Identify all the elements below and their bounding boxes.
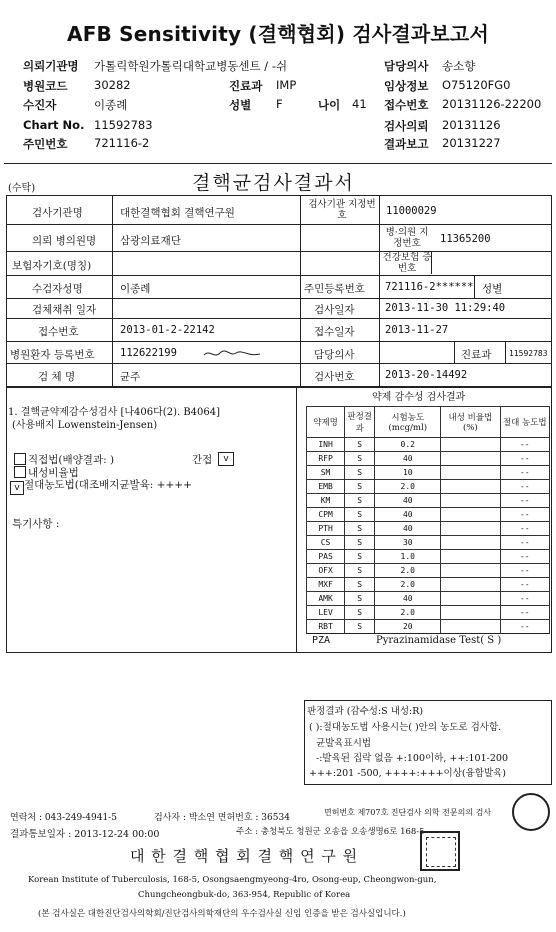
hdr-accession (384, 97, 428, 113)
hdr-label: 주민번호 (23, 137, 68, 151)
hdr-sex (229, 97, 251, 113)
abx-cell: INH (307, 438, 345, 452)
abx-row (307, 536, 550, 550)
abx-cell: S (345, 620, 375, 634)
abx-header: 내성 비율법(%) (441, 407, 500, 438)
abx-cell: S (345, 438, 375, 452)
abx-cell: -- (500, 536, 549, 550)
abx-cell: -- (500, 620, 549, 634)
round-seal-icon (512, 793, 550, 831)
abx-row (307, 508, 550, 522)
abx-cell: 0.2 (375, 438, 441, 452)
abx-cell (441, 536, 500, 550)
pza-label: PZA (312, 635, 331, 646)
rrn-value: 721116-2****** (385, 281, 474, 293)
abx-cell: 40 (375, 452, 441, 466)
abx-cell: -- (500, 494, 549, 508)
hdr-label: 성별 (229, 98, 252, 112)
hdr-doctor-value: 송소향 (442, 59, 476, 73)
hdr-clinical-value: O75120FG0 (442, 78, 511, 92)
abx-cell (441, 466, 500, 480)
dept-label: 진료과 (461, 349, 492, 361)
abx-cell: CPM (307, 508, 345, 522)
recv-label: 접수일자 (314, 326, 355, 338)
report-title: AFB Sensitivity (결핵협회) 검사결과보고서 (67, 22, 489, 46)
lab-code-value: 11000029 (386, 205, 437, 217)
hdr-dept (229, 78, 262, 94)
abx-cell: -- (500, 466, 549, 480)
footer-inspector: 검사자 : 박소연 면허번호 : 36534 (154, 813, 290, 823)
abx-cell (441, 480, 500, 494)
sex-label: 성별 (482, 283, 503, 295)
hdr-label: 병원코드 (23, 79, 68, 93)
recv-value: 2013-11-27 (385, 324, 449, 336)
hdr-hospital-value: 가톨릭학원가톨릭대학교병동센트 / -쉬 (94, 59, 288, 73)
abx-cell: -- (500, 606, 549, 620)
dept-value: 11592783 (509, 349, 548, 358)
abx-cell: S (345, 578, 375, 592)
abx-cell (441, 578, 500, 592)
abx-cell: -- (500, 592, 549, 606)
hdr-sex-value: F (276, 97, 283, 111)
test-line2: (사용배지 Lowenstein-Jensen) (12, 420, 158, 431)
abx-header: 약제명 (307, 407, 345, 438)
abx-row (307, 620, 550, 634)
hdr-patient-value: 이종례 (94, 98, 128, 112)
hdr-dept-value: IMP (276, 78, 297, 92)
specimen-value: 균주 (120, 371, 141, 383)
indirect-checkbox: v (218, 452, 234, 466)
hdr-label: 결과보고 (384, 137, 429, 151)
abx-row (307, 522, 550, 536)
insured-label: 보험자기호(명칭) (12, 260, 92, 272)
hospreg-value: 112622199 (120, 347, 177, 359)
abx-cell: 40 (375, 508, 441, 522)
abx-cell: S (345, 522, 375, 536)
hdr-label: Chart No. (23, 118, 85, 132)
abx-cell (441, 522, 500, 536)
hdr-label: 임상정보 (384, 79, 429, 93)
hdr-report-value: 20131227 (442, 136, 501, 150)
abx-cell: RFP (307, 452, 345, 466)
abx-cell: S (345, 564, 375, 578)
indirect-label: 간접 (192, 454, 213, 466)
abx-cell: PTH (307, 522, 345, 536)
footer-report-date: 결과통보일자 : 2013-12-24 00:00 (10, 829, 160, 840)
testno-value: 2013-20-14492 (385, 369, 468, 381)
abx-cell: MXF (307, 578, 345, 592)
abx-cell: S (345, 592, 375, 606)
patient-label: 수검자성명 (32, 283, 83, 295)
hdr-label: 수진자 (23, 98, 57, 112)
abx-cell: S (345, 480, 375, 494)
test-line1: 1. 결핵균약제감수성검사 [나406다(2). B4064] (8, 407, 221, 418)
rrn-label: 주민등록번호 (304, 283, 365, 295)
abx-cell: -- (500, 452, 549, 466)
scan-tag: (수탁) (8, 183, 36, 194)
abx-cell: 1.0 (375, 550, 441, 564)
abx-cell: S (345, 494, 375, 508)
hdr-age (318, 97, 340, 113)
direct-checkbox (14, 453, 26, 465)
pza-value: Pyrazinamidase Test( S ) (376, 635, 502, 646)
abx-cell: -- (500, 578, 549, 592)
footer-org-en2: Chungcheongbuk-do, 363-954, Republic of Korea (138, 890, 351, 900)
abx-cell: 40 (375, 494, 441, 508)
hdr-hospital (23, 58, 79, 74)
abx-cell: 2.0 (375, 578, 441, 592)
abx-row (307, 578, 550, 592)
acc-value: 2013-01-2-22142 (120, 324, 215, 336)
hosp-value: 삼광의료재단 (120, 235, 181, 247)
abx-cell: -- (500, 564, 549, 578)
method-absolute: 절대농도법(대조배지균발육: ++++ (24, 479, 192, 491)
abx-row (307, 564, 550, 578)
abx-title: 약제 감수성 검사결과 (372, 392, 466, 403)
abx-row (307, 606, 550, 620)
abx-cell: LEV (307, 606, 345, 620)
lab-value: 대한결핵협회 결핵연구원 (120, 207, 235, 219)
hdr-age-value: 41 (352, 97, 367, 111)
method-direct: 직접법(배양결과: ) (28, 454, 115, 466)
abx-row (307, 550, 550, 564)
abx-cell: KM (307, 494, 345, 508)
doctor-label: 담당의사 (314, 349, 355, 361)
abx-row (307, 592, 550, 606)
abx-cell: OFX (307, 564, 345, 578)
footer-org-en1: Korean Institute of Tuberculosis, 168-5, Osongsaengmyeong-4ro, Osong-eup, Cheongwon-gun, (28, 875, 437, 885)
abx-cell: 20 (375, 620, 441, 634)
abx-cell: EMB (307, 480, 345, 494)
abx-cell (441, 564, 500, 578)
footer-contact: 연락처 : 043-249-4941-5 (10, 813, 117, 823)
footer-org-kr: 대 한 결 핵 협 회 결 핵 연 구 원 (130, 847, 359, 865)
hdr-report (384, 136, 428, 152)
abx-cell: SM (307, 466, 345, 480)
abx-cell: -- (500, 550, 549, 564)
legend-4: -:발육된 집락 없음 +:100이하, ++:101-200 (316, 753, 508, 764)
legend-3: 균발육표시법 (316, 738, 372, 749)
abx-header: 판정결과 (345, 407, 375, 438)
hosp-code-label: 병·의원 지정번호 (385, 227, 429, 249)
testdate-value: 2013-11-30 11:29:40 (385, 302, 506, 314)
abx-cell: CS (307, 536, 345, 550)
square-seal-icon (420, 831, 460, 871)
scanned-report (4, 163, 552, 928)
hdr-patient (23, 97, 56, 113)
testdate-label: 검사일자 (314, 304, 355, 316)
hdr-rrn-value: 721116-2 (94, 136, 150, 150)
hdr-chart-value: 11592783 (94, 118, 153, 132)
abx-cell: S (345, 606, 375, 620)
abx-cell (441, 606, 500, 620)
abx-cell: -- (500, 522, 549, 536)
abx-cell: 40 (375, 592, 441, 606)
abx-cell: AMK (307, 592, 345, 606)
abx-row (307, 480, 550, 494)
abx-cell (441, 620, 500, 634)
hdr-label: 검사의뢰 (384, 119, 429, 133)
hdr-code-value: 30282 (94, 78, 131, 92)
patient-value: 이종례 (120, 283, 151, 295)
abx-cell (441, 550, 500, 564)
footer-address: 주소 : 충청북도 청원군 오송읍 오송생명6로 168-5 (236, 827, 425, 837)
abx-cell: S (345, 508, 375, 522)
abx-cell: PAS (307, 550, 345, 564)
abx-row (307, 466, 550, 480)
abx-cell: S (345, 536, 375, 550)
abx-cell: 2.0 (375, 480, 441, 494)
hosp-label: 의뢰 병의원명 (32, 235, 97, 247)
hdr-code (23, 78, 67, 94)
health-label: 건강보험 증번호 (382, 252, 432, 274)
abx-header: 시험농도 (mcg/ml) (375, 407, 441, 438)
abx-cell: S (345, 466, 375, 480)
footer-license: 면허번호 제707호 진단검사 의학 전문의의 검사 (324, 808, 492, 817)
abx-cell: -- (500, 508, 549, 522)
absolute-checkbox: v (10, 481, 24, 495)
hdr-request (384, 118, 428, 134)
abx-cell (441, 438, 500, 452)
notes-label: 특기사항 : (12, 518, 60, 530)
hosp-code-value: 11365200 (440, 233, 491, 245)
hdr-accession-value: 20131126-22200 (442, 97, 542, 111)
abx-cell (441, 508, 500, 522)
testno-label: 검사번호 (314, 371, 355, 383)
collect-label: 검체채취 일자 (32, 304, 97, 316)
acc-label: 접수번호 (38, 326, 79, 338)
abx-row (307, 452, 550, 466)
abx-row (307, 494, 550, 508)
hdr-label: 의뢰기관명 (23, 59, 79, 73)
hdr-rrn (23, 136, 67, 152)
hdr-label: 진료과 (229, 79, 263, 93)
abx-cell: S (345, 452, 375, 466)
lab-code-label: 검사기관 지정번호 (308, 199, 376, 221)
hdr-doctor (384, 58, 428, 74)
legend-2: ( ):절대농도법 사용시는( )안의 농도로 검사함. (309, 722, 502, 733)
scan-title: 결핵균검사결과서 (192, 172, 355, 194)
abx-header: 절대 농도법 (500, 407, 549, 438)
abx-cell: -- (500, 480, 549, 494)
abx-cell (441, 452, 500, 466)
abx-cell: S (345, 550, 375, 564)
legend-1: 판정결과 (감수성:S 내성:R) (307, 706, 424, 717)
hospreg-label: 병원환자 등록번호 (10, 349, 95, 361)
abx-cell: 10 (375, 466, 441, 480)
hdr-label: 접수번호 (384, 98, 429, 112)
signature-scribble (202, 347, 262, 361)
abx-table (306, 406, 550, 634)
abx-cell: 2.0 (375, 606, 441, 620)
hdr-clinical (384, 78, 428, 94)
abx-row (307, 438, 550, 452)
hdr-label: 나이 (318, 98, 341, 112)
abx-cell: 2.0 (375, 564, 441, 578)
abx-cell (441, 494, 500, 508)
specimen-label: 검 체 명 (38, 371, 76, 383)
method-ratio: 내성비율법 (28, 467, 79, 479)
abx-cell: 30 (375, 536, 441, 550)
abx-cell: RBT (307, 620, 345, 634)
abx-cell: 40 (375, 522, 441, 536)
lab-label: 검사기관명 (32, 207, 83, 219)
abx-cell: -- (500, 438, 549, 452)
footer-note: (본 검사실은 대한진단검사의학회/진단검사의학재단의 우수검사실 신임 인증을 받은 검사실입니다.) (38, 909, 406, 919)
hdr-request-value: 20131126 (442, 118, 501, 132)
legend-5: +++:201 -500, ++++:+++이상(융합발육) (309, 768, 507, 779)
abx-cell (441, 592, 500, 606)
hdr-chart (23, 118, 84, 132)
hdr-label: 담당의사 (384, 59, 429, 73)
